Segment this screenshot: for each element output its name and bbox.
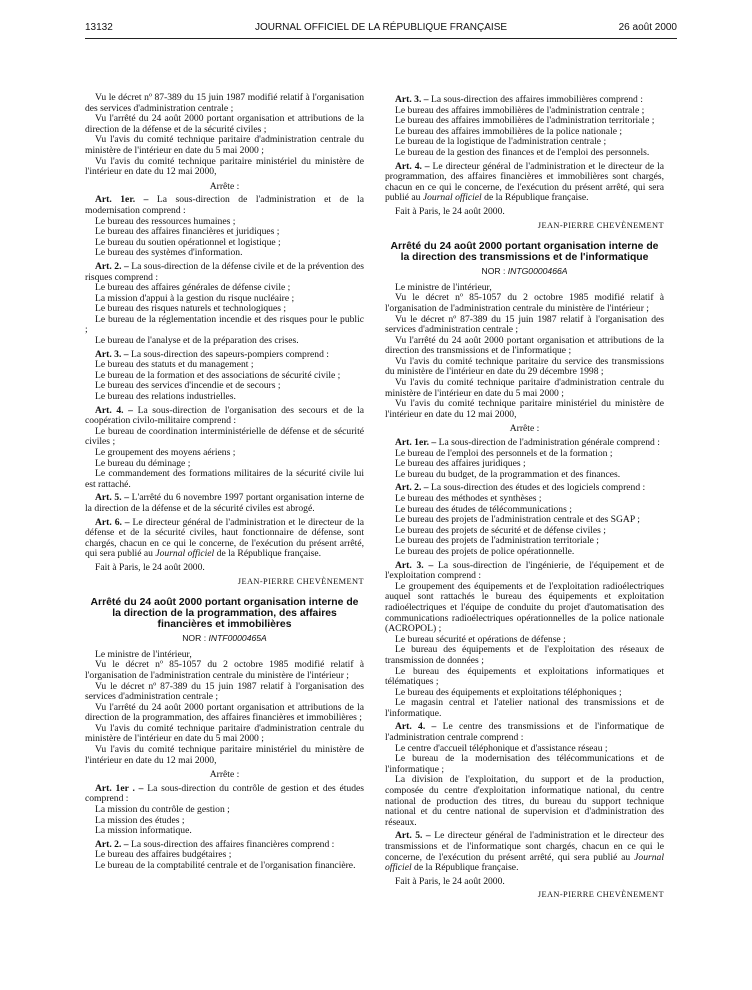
article-3-items [385,106,664,159]
right-column [385,95,664,906]
article-label: Art. 3. – [395,559,434,571]
article-text: La sous-direction des affaires immobilières comprend : [430,94,643,105]
article-text: Le directeur général de l'administration et le directeur des transmissions et de l'informatique sont chargés, chacun en ce qui le concerne, de l'exécution du présent arrêté, qui sera publié au [385,830,665,863]
paragraph-line: Le bureau de la réglementation incendie et des risques pour le public ; [85,313,364,336]
article-4 [385,162,664,204]
paragraph-line: Le bureau des statuts et du management ; [95,359,254,371]
article-label: Art. 2. – [95,838,129,850]
paragraph-line: Le bureau des relations industrielles. [95,391,236,403]
signature: JEAN-PIERRE CHEVÈNEMENT [537,890,664,900]
article-text: La sous-direction de l'ingénierie, de l'équipement et de l'exploitation comprend : [385,559,664,582]
header-rule [85,38,677,39]
arrete-heading: Arrête : [509,423,540,435]
article-label: Art. 1er. – [95,194,149,206]
article-2-items [85,283,364,347]
journal-officiel-ref: Journal officiel [422,192,482,204]
paragraph-line: Le bureau des méthodes et synthèses ; [395,493,542,504]
arrete-heading: Arrête : [209,180,240,192]
decree-title: Arrêté du 24 août 2000 portant organisation interne de la direction des transmissions et de l'informatique [390,241,659,264]
nor-reference: NOR : INTF0000465A [182,633,267,644]
article-label: Art. 4. – [395,160,430,172]
paragraph-line: Le bureau de la comptabilité centrale et de l'organisation financière. [95,860,356,871]
paragraph-line: Le bureau des projets de sécurité et de défense civiles ; [395,524,606,536]
paragraph-line: Le bureau des études de télécommunications ; [395,503,572,515]
paragraph-line: Vu le décret nº 85-1057 du 2 octobre 1985 modifié relatif à l'organisation de l'administration centrale du ministère de l'intérieur ; [85,659,364,681]
article-text: La sous-direction de l'organisation des secours et de la coopération civilo-militaire comprend : [85,404,364,427]
decree-title: Arrêté du 24 août 2000 portant organisation interne de la direction de la programmation, des affaires financières et immobilières [90,597,359,631]
paragraph-line: Le bureau des équipements et de l'exploitation des réseaux de transmission de données ; [385,644,664,666]
article-4 [85,406,364,427]
paragraph-line: Le bureau des affaires immobilières de la police nationale ; [395,125,623,137]
signature: JEAN-PIERRE CHEVÈNEMENT [237,576,364,586]
paragraph-line: Le bureau de coordination interministérielle de défense et de sécurité civiles ; [85,425,364,448]
article-text: La sous-direction des sapeurs-pompiers comprend : [130,348,329,360]
article-label: Art. 4. – [395,721,437,733]
paragraph-line: Le commandement des formations militaires de la sécurité civile lui est rattaché. [85,468,364,490]
left-column [85,93,364,872]
intro-visas [85,650,364,767]
nor-reference: NOR : INTG0000466A [481,266,568,277]
paragraph-line: Vu le décret nº 87-389 du 15 juin 1987 relatif à l'organisation des services d'administration centrale ; [85,680,364,703]
paragraph-line: Vu le décret nº 85-1057 du 2 octobre 1985 modifié relatif à l'organisation de l'administration centrale du ministère de l'intérieur ; [385,292,664,314]
paragraph-line: Vu l'avis du comité technique paritaire d'administration centrale du ministère de l'intérieur en date du 5 mai 2000 ; [385,377,664,399]
article-label: Art. 1er . – [95,782,144,794]
paragraph-line: Le bureau des équipements et exploitations téléphoniques ; [395,686,622,698]
paragraph-line: Le bureau de la gestion des finances et de l'emploi des personnels. [395,146,650,158]
article-text: La sous-direction de l'administration générale comprend : [438,437,660,449]
article-1 [85,784,364,805]
paragraph-line: Le bureau des ressources humaines ; [95,215,236,227]
article-3-items [385,582,664,720]
article-label: Art. 5. – [395,830,431,842]
article-5 [385,831,664,873]
intro-visas [385,283,664,421]
article-4-items [385,744,664,829]
paragraph-line: Le bureau des systèmes d'information. [95,247,243,259]
article-text: La sous-direction des affaires financières comprend : [130,838,335,850]
article-text: La sous-direction de l'administration et de la modernisation comprend : [85,194,364,216]
page-header [85,22,677,36]
article-1-items [85,217,364,259]
article-label: Art. 2. – [395,482,429,494]
article-text: Le directeur général de l'administration et le directeur de la défense et de la sécurité civiles, haut fonctionnaire de défense, sont chargés, chacun en ce qui le concerne, de l'exécution du présent arrêté, qui sera publié au [85,516,364,560]
paragraph-line: Le magasin central et l'atelier national des transmissions et de l'informatique. [385,697,664,719]
article-text: Le centre des transmissions et de l'informatique de l'administration centrale comprend : [385,721,664,744]
nor-code: INTF0000465A [208,633,267,644]
article-text: La sous-direction du contrôle de gestion et des études comprend : [85,782,364,805]
paragraph-line: Le bureau de la modernisation des télécommunications et de l'informatique ; [385,753,664,775]
paragraph-line: Le bureau des projets de l'administration centrale et des SGAP ; [395,514,640,526]
article-2-items [85,850,364,871]
article-text: de la République française. [414,862,519,874]
intro-visas [85,93,364,178]
article-text: de la République française. [216,548,322,560]
article-label: Art. 1er. – [395,437,437,449]
paragraph-line: Le bureau du déminage ; [95,457,191,469]
paragraph-line: Le bureau de la logistique de l'administration centrale ; [395,136,607,148]
journal-officiel-ref: Journal officiel [385,851,665,874]
article-2-items [385,494,664,558]
paragraph-line: Le groupement des moyens aériens ; [95,447,236,458]
issue-date: 26 août 2000 [618,22,677,33]
paragraph-line: Le bureau des affaires budgétaires ; [95,849,232,861]
paragraph-line: La mission des études ; [95,814,185,826]
paragraph-line: Vu l'arrêté du 24 août 2000 portant organisation et attributions de la direction de la programmation, des affaires financières et immobilières ; [85,701,364,724]
paragraph-line: La division de l'exploitation, du support et de la production, composée du centre d'exploitation informatique national, du centre national de production des titres, du bureau du support technique national et du centre national de supervision et d'administration des réseaux. [385,774,664,828]
paragraph-line: Vu le décret nº 87-389 du 15 juin 1987 relatif à l'organisation des services d'administration centrale ; [385,313,664,336]
article-label: Art. 5. – [95,492,129,504]
article-text: La sous-direction des études et des logiciels comprend : [430,482,646,494]
paragraph-line: Le bureau de la formation et des associations de sécurité civile ; [95,369,341,381]
article-5 [85,493,364,514]
article-3 [385,95,664,106]
article-3 [385,561,664,582]
article-text: L'arrêté du 6 novembre 1997 portant organisation interne de la direction de la défense et de la sécurité civiles est abrogé. [85,492,364,514]
article-1 [85,195,364,216]
paragraph-line: Le centre d'accueil téléphonique et d'assistance réseau ; [395,742,608,754]
article-3-items [85,360,364,402]
journal-officiel-ref: Journal officiel [155,548,215,560]
paragraph-line: Le bureau des affaires immobilières de l'administration territoriale ; [395,115,655,127]
article-label: Art. 6. – [95,516,130,528]
nor-code: INTG0000466A [507,266,568,277]
paragraph-line: Vu le décret nº 87-389 du 15 juin 1987 modifié relatif à l'organisation des services d'administration centrale ; [85,92,364,114]
paragraph-line: Le bureau des affaires immobilières de l'administration centrale ; [395,104,645,116]
article-text: de la République française. [484,192,589,204]
article-2 [85,262,364,283]
paragraph-line: Le bureau du soutien opérationnel et logistique ; [95,236,281,248]
page-number: 13132 [85,22,113,33]
article-4 [385,722,664,743]
paragraph-line: Le bureau des projets de police opérationnelle. [395,545,575,557]
arrete-heading: Arrête : [209,769,240,781]
paragraph-line: Vu l'avis du comité technique paritaire du service des transmissions du ministère de l'intérieur en date du 29 décembre 1998 ; [385,355,664,378]
signature: JEAN-PIERRE CHEVÈNEMENT [537,220,664,230]
paragraph-line: Le bureau des équipements et exploitations informatiques et télématiques ; [385,665,664,688]
paragraph-line: Le bureau des services d'incendie et de secours ; [95,380,281,392]
article-label: Art. 3. – [95,348,129,360]
paragraph-line: Le bureau des affaires générales de défense civile ; [95,282,291,294]
paragraph-line: Le bureau de l'analyse et de la préparation des crises. [95,335,299,347]
paragraph-line: Le ministre de l'intérieur, [95,648,192,660]
paragraph-line: Le bureau sécurité et opérations de défense ; [395,633,566,645]
paragraph-line: Vu l'avis du comité technique paritaire d'administration centrale du ministère de l'intérieur en date du 5 mai 2000 ; [85,722,364,745]
article-label: Art. 4. – [95,404,133,416]
paragraph-line: Le bureau de l'emploi des personnels et de la formation ; [395,447,613,459]
paragraph-line: Vu l'avis du comité technique paritaire ministériel du ministère de l'intérieur en date du 12 mai 2000, [85,744,364,766]
signed-place-date: Fait à Paris, le 24 août 2000. [395,205,505,217]
paragraph-line: Le bureau du budget, de la programmation et des finances. [395,468,621,480]
paragraph-line: Le groupement des équipements et de l'exploitation radioélectriques auquel sont rattachés le bureau des équipements et exploitation radioélectriques et l'équipe de conduite du projet d'automatisation des communications radioélectriques opérationnelles de la police nationale (ACROPOL) ; [385,580,664,635]
paragraph-line: Le bureau des risques naturels et technologiques ; [95,303,287,315]
paragraph-line: La mission du contrôle de gestion ; [95,804,230,816]
signed-place-date: Fait à Paris, le 24 août 2000. [395,875,505,887]
journal-title: JOURNAL OFFICIEL DE LA RÉPUBLIQUE FRANÇAISE [254,22,508,33]
article-1-items [385,449,664,481]
paragraph-line: Vu l'avis du comité technique paritaire ministériel du ministère de l'intérieur en date du 12 mai 2000, [385,398,664,420]
article-text: Le directeur général de l'administration et le directeur de la programmation, des affaires financières et immobilières sont chargés, chacun en ce qui le concerne, de l'exécution du présent arrêté, qui sera publié au [385,160,664,204]
paragraph-line: Le ministre de l'intérieur, [395,281,492,293]
signed-place-date: Fait à Paris, le 24 août 2000. [95,561,205,573]
paragraph-line: Vu l'arrêté du 24 août 2000 portant organisation et attributions de la direction de la défense et de la sécurité civiles ; [85,113,364,135]
article-label: Art. 2. – [95,260,129,272]
paragraph-line: Le bureau des projets de l'administration territoriale ; [395,535,599,547]
paragraph-line: La mission d'appui à la gestion du risque nucléaire ; [95,292,295,304]
article-text: La sous-direction de la défense civile et de la prévention des risques comprend : [85,260,364,283]
article-4-items [85,427,364,491]
paragraph-line: Vu l'avis du comité technique paritaire ministériel du ministère de l'intérieur en date du 12 mai 2000, [85,155,364,178]
paragraph-line: Le bureau des affaires financières et juridiques ; [95,226,280,238]
paragraph-line: Le bureau des affaires juridiques ; [395,458,526,470]
paragraph-line: Vu l'avis du comité technique paritaire d'administration centrale du ministère de l'intérieur en date du 5 mai 2000 ; [85,134,364,156]
article-6 [85,518,364,560]
article-1-items [85,805,364,837]
paragraph-line: Vu l'arrêté du 24 août 2000 portant organisation et attributions de la direction des transmissions et de l'informatique ; [385,334,664,357]
paragraph-line: La mission informatique. [95,825,192,837]
article-label: Art. 3. – [395,94,429,105]
